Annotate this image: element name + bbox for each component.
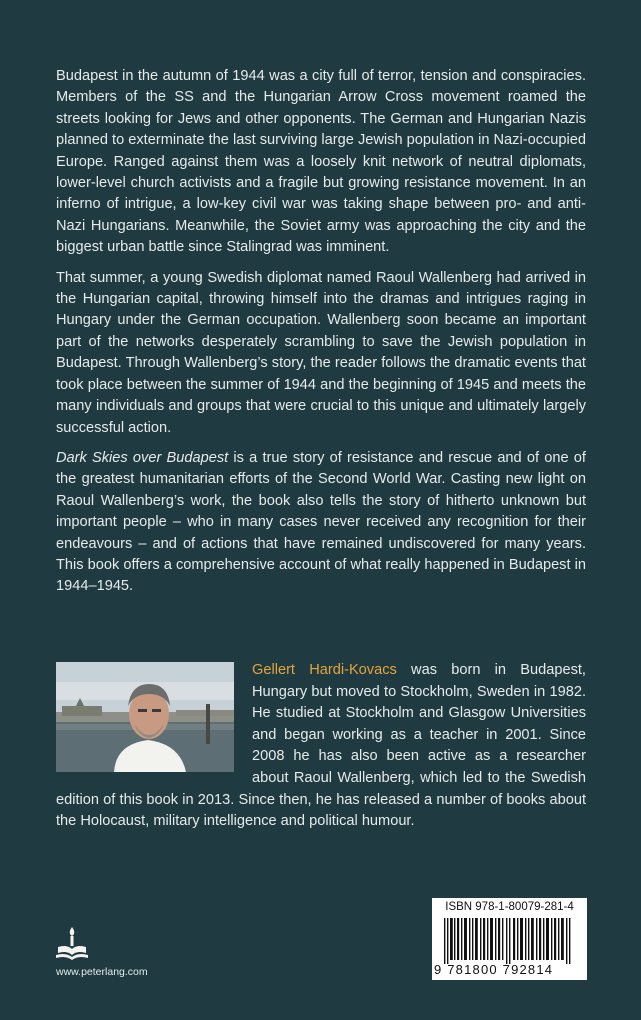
author-bio (56, 660, 586, 833)
author-photo-image (56, 662, 234, 772)
author-photo (56, 662, 234, 772)
blurb-paragraph-1: Budapest in the autumn of 1944 was a city full of terror, tension and conspiracies. Members of the SS and the Hungarian Arrow Cross movement roamed the streets looking for Jews and other opponents. The German and Hungarian Nazis planned to exterminate the last surviving large Jewish population in Nazi-occupied Europe. Ranged against them was a loosely knit network of neutral diplomats, lower-level church activists and a fragile but growing resistance movement. In an inferno of intrigue, a low-key civil war was taking shape between pro- and anti-Nazi Hungarians. Meanwhile, the Soviet army was approaching the city and the biggest urban battle since Stalingrad was imminent. (56, 68, 586, 256)
barcode-digits: 9 781800 792814 (434, 962, 554, 977)
publisher-logo-icon (52, 925, 92, 965)
barcode-bars (438, 918, 581, 964)
isbn-barcode (432, 898, 587, 980)
blurb-paragraph-2: That summer, a young Swedish diplomat named Raoul Wallenberg had arrived in the Hungarian capital, throwing himself into the dramas and intrigues raging in Hungary under the German occupation. Wallenberg soon became an important part of the networks desperately scrambling to save the Jewish population in Budapest. Through Wallenberg’s story, the reader follows the dramatic events that took place between the summer of 1944 and the beginning of 1945 and meets the many individuals and groups that were crucial to this unique and ultimately largely successful action. (56, 269, 586, 436)
blurb-paragraph-3-text: is a true story of resistance and rescue and of one of the greatest humanitarian efforts of the Second World War. Casting new light on Raoul Wallenberg’s work, the book also tells the story of hitherto unknown but important people – who in many cases never received any recognition for their endeavours – and of actions that have remained undiscovered for many years. This book offers a comprehensive account of what really happened in Budapest in 1944–1945. (56, 449, 586, 595)
back-cover-blurb (56, 66, 586, 607)
book-title: Dark Skies over Budapest (56, 449, 229, 466)
publisher-url: www.peterlang.com (56, 966, 148, 978)
blurb-paragraph-3 (56, 448, 586, 598)
isbn-label: ISBN 978-1-80079-281-4 (445, 901, 574, 913)
author-bio-text: was born in Budapest, Hungary but moved to Stockholm, Sweden in 1982. He studied at Stockholm and Glasgow Universities and began working as a teacher in 2001. Since 2008 he has also been active as a researcher about Raoul Wallenberg, which led to the Swedish edition of this book in 2013. Since then, he has released a number of books about the Holocaust, military intelligence and political humour. (56, 662, 586, 830)
author-name: Gellert Hardi-Kovacs (252, 662, 397, 678)
